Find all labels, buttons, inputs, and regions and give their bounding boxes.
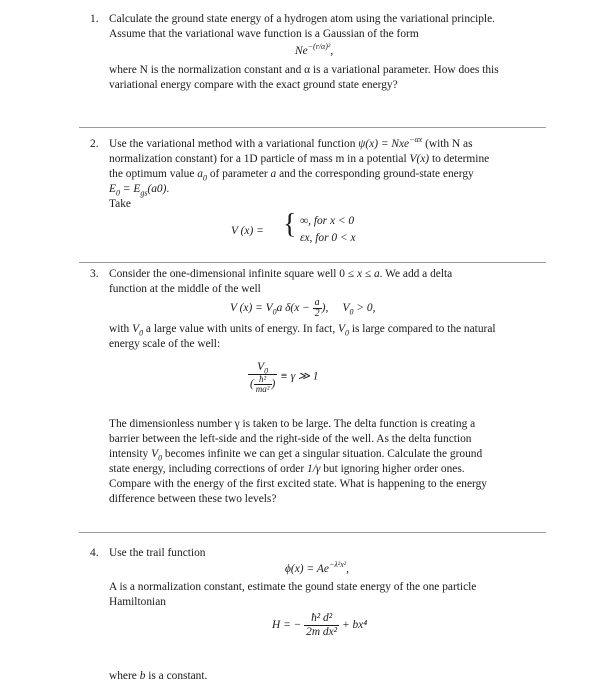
problem-text-line: the optimum value $a_0$ of parameter a and the corresponding ground-state energy: [109, 168, 474, 183]
potential-lhs: V (x) =: [231, 225, 264, 237]
problem-text-line: where N is the normalization constant and α is a variational parameter. How does this: [109, 64, 499, 76]
problem-text-line: normalization constant) for a 1D particle of mass m in a potential V(x) to determine: [109, 153, 490, 165]
problem-text-line: $E_0 = E_{gs}(a0)$.: [109, 183, 170, 198]
ratio-rhs: ≡ γ ≫ 1: [280, 370, 319, 383]
problem-text-line: with $V_0$ a large value with units of energy. In fact, $V_0$ is large compared to the natural: [109, 323, 496, 338]
problem-text-line: Use the trail function: [109, 547, 206, 559]
problem-text-line: Use the variational method with a variational function ψ(x) = Nxe$^{-\alpha x}$ (with N as: [109, 135, 473, 150]
problem-text-line: where b is a constant.: [109, 670, 208, 682]
hamiltonian-rhs: + bx⁴: [341, 619, 368, 632]
problem-text-line: function at the middle of the well: [109, 283, 261, 295]
problem-number: 3.: [90, 268, 99, 280]
problem-text-line: Calculate the ground state energy of a hydrogen atom using the variational principle.: [109, 13, 496, 25]
problem-text-line: Take: [109, 198, 131, 210]
problem-text-line: state energy, including corrections of order 1/γ but ignoring higher order ones.: [109, 463, 465, 475]
hamiltonian-equation: H = − $\frac{\text{ħ² d²}}{\text{2m dx²}}$ + bx⁴: [272, 612, 368, 638]
problem-text-line: difference between these two levels?: [109, 493, 277, 505]
problem-text-line: barrier between the left-side and the right-side of the well. As the delta function: [109, 433, 472, 445]
divider: [79, 262, 546, 263]
problem-text-line: Consider the one-dimensional infinite square well 0 ≤ x ≤ a. We add a delta: [109, 268, 453, 280]
brace-symbol: {: [283, 209, 297, 240]
problem-text-line: A is a normalization constant, estimate the gound state energy of the one particle: [109, 581, 477, 593]
divider: [79, 532, 546, 533]
dimensionless-ratio: $V_0$ ( $\frac{\text{ħ²}}{\text{ma²}}$ ) ≡ γ ≫ 1: [250, 361, 319, 394]
problem-number: 4.: [90, 547, 99, 559]
potential-case-1: ∞, for x < 0: [300, 215, 355, 227]
delta-potential-equation: V $(x) = V_0a$ δ(x − $\frac{a}{2}$ ), $V_0 > 0$,: [230, 297, 376, 319]
problem-text-line: Compare with the energy of the first excited state. What is happening to the energy: [109, 478, 487, 490]
problem-text-line: The dimensionless number γ is taken to be large. The delta function is creating a: [109, 418, 476, 430]
potential-case-2: εx, for 0 < x: [300, 232, 356, 244]
trial-function-equation: $\phi(x) = Ae^{-\lambda^2x^2}$,: [285, 560, 350, 575]
problem-number: 2.: [90, 138, 99, 150]
problem-text-line: Assume that the variational wave function is a Gaussian of the form: [109, 28, 419, 40]
problem-text-line: Hamiltonian: [109, 596, 166, 608]
problem-number: 1.: [90, 13, 99, 25]
divider: [79, 127, 546, 128]
hamiltonian-lhs: H = −: [272, 619, 302, 632]
problem-text-line: energy scale of the well:: [109, 338, 221, 350]
problem-text-line: intensity $V_0$ becomes infinite we can get a singular situation. Calculate the ground: [109, 448, 483, 463]
problem-text-line: variational energy compare with the exact ground state energy?: [109, 79, 398, 91]
wavefunction-equation: $Ne^{-(r/\alpha)^2}$,: [295, 42, 334, 57]
